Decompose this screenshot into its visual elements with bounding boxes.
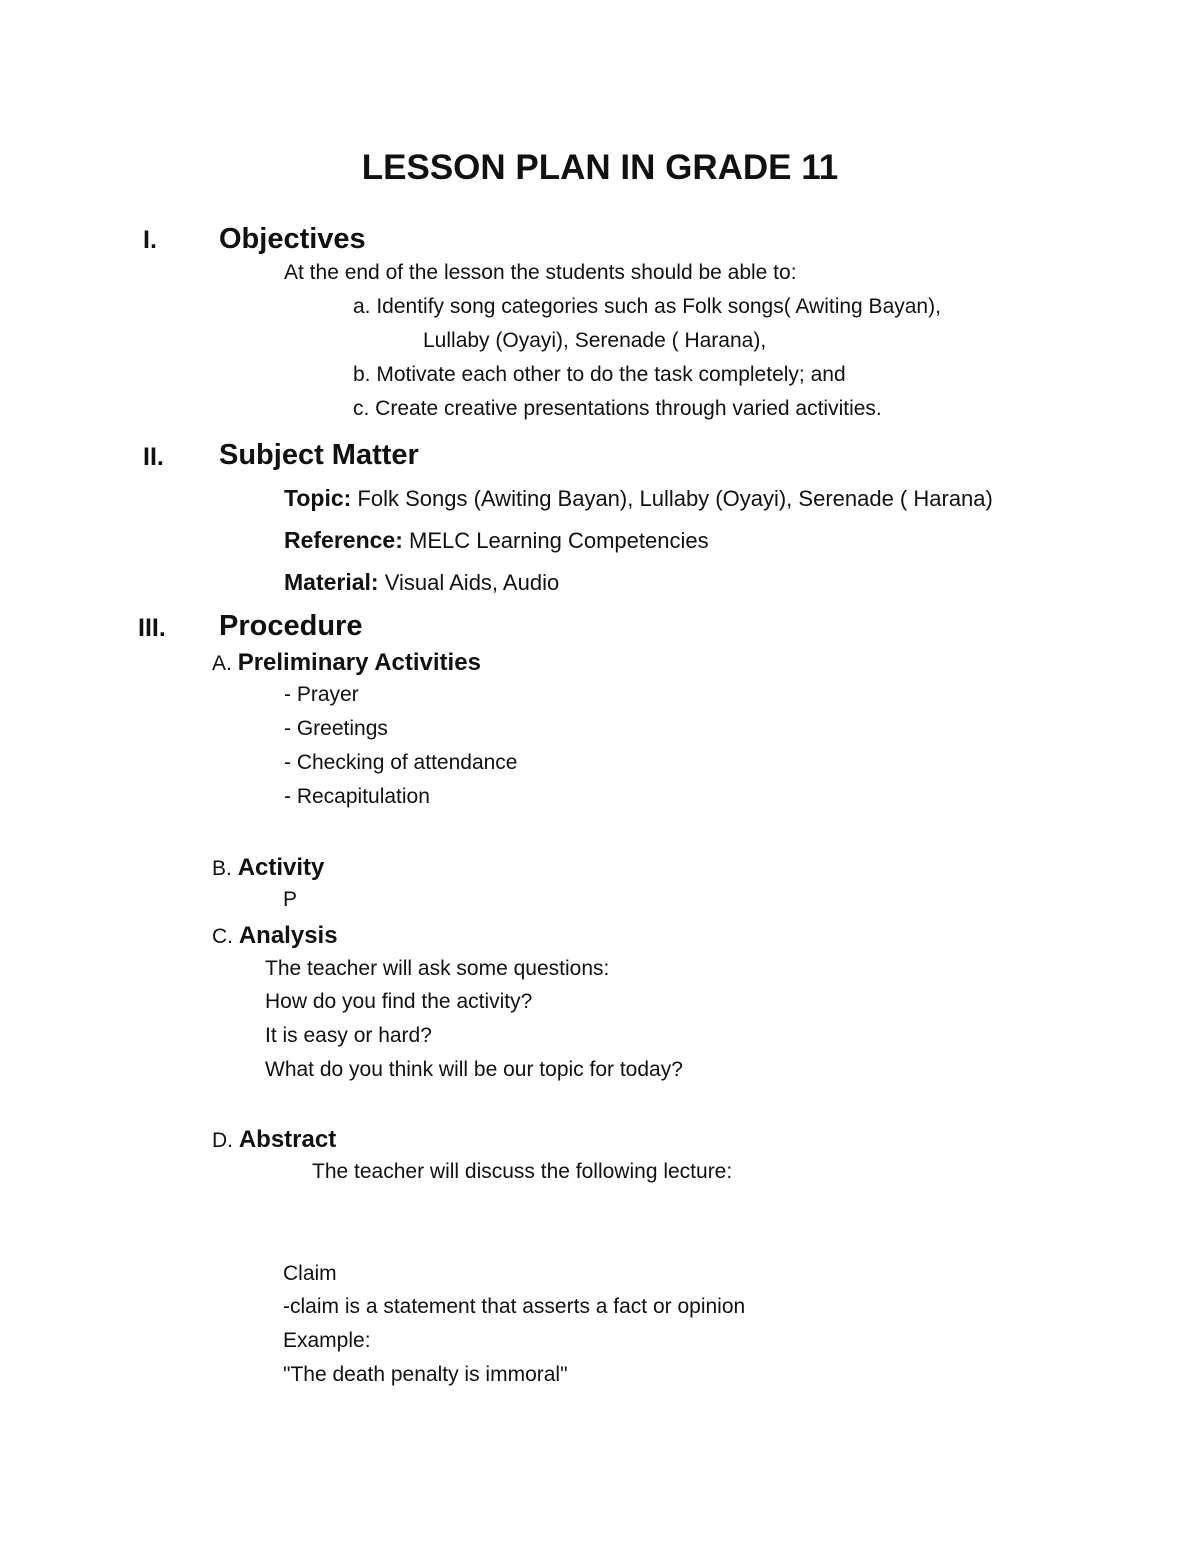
abstract-line: Claim: [283, 1262, 337, 1285]
objective-item-b: b. Motivate each other to do the task completely; and: [353, 363, 846, 386]
topic-label: Topic:: [284, 485, 352, 511]
subsection-activity: [212, 852, 324, 885]
topic-value: Folk Songs (Awiting Bayan), Lullaby (Oyayi), Serenade ( Harana): [351, 486, 993, 511]
section-heading-objectives: Objectives: [219, 223, 366, 255]
activity-content: P: [283, 888, 298, 911]
subsection-preliminary-activities: [212, 647, 481, 680]
list-item: - Recapitulation: [284, 785, 430, 808]
analysis-line: What do you think will be our topic for today?: [265, 1058, 683, 1081]
analysis-line: How do you find the activity?: [265, 990, 533, 1013]
page-title: LESSON PLAN IN GRADE 11: [361, 148, 839, 187]
section-heading-procedure: Procedure: [219, 610, 363, 642]
analysis-line: It is easy or hard?: [265, 1024, 432, 1047]
subsection-heading: Activity: [237, 854, 325, 881]
subsection-letter: D.: [212, 1129, 239, 1152]
topic-line: [284, 483, 993, 514]
section-numeral-objectives: I.: [143, 226, 157, 254]
subsection-abstract: [212, 1124, 336, 1157]
abstract-line: "The death penalty is immoral": [283, 1363, 568, 1386]
objective-item-c: c. Create creative presentations through varied activities.: [353, 397, 882, 420]
subsection-letter: B.: [212, 857, 238, 880]
list-item: - Prayer: [284, 683, 359, 706]
material-line: [284, 567, 559, 598]
list-item: - Checking of attendance: [284, 751, 518, 774]
material-label: Material:: [284, 569, 379, 595]
objectives-intro: At the end of the lesson the students should be able to:: [284, 261, 797, 284]
section-heading-subject-matter: Subject Matter: [219, 439, 419, 471]
list-item: - Greetings: [284, 717, 388, 740]
abstract-line: Example:: [283, 1329, 371, 1352]
subsection-letter: C.: [212, 925, 239, 948]
reference-line: [284, 525, 709, 556]
reference-label: Reference:: [284, 527, 403, 553]
subsection-letter: A.: [212, 652, 238, 675]
subsection-heading: Abstract: [238, 1126, 337, 1153]
abstract-intro: The teacher will discuss the following lecture:: [312, 1160, 733, 1183]
section-numeral-procedure: III.: [138, 614, 166, 642]
analysis-line: The teacher will ask some questions:: [265, 957, 610, 980]
subsection-analysis: [212, 920, 338, 953]
reference-value: MELC Learning Competencies: [402, 528, 709, 553]
material-value: Visual Aids, Audio: [378, 570, 560, 595]
objective-item-a: a. Identify song categories such as Folk songs( Awiting Bayan),: [353, 295, 941, 318]
objective-item-a-continued: Lullaby (Oyayi), Serenade ( Harana),: [423, 329, 767, 352]
subsection-heading: Analysis: [238, 922, 338, 949]
section-numeral-subject-matter: II.: [143, 443, 164, 471]
abstract-line: -claim is a statement that asserts a fact or opinion: [283, 1295, 746, 1318]
subsection-heading: Preliminary Activities: [237, 649, 481, 676]
